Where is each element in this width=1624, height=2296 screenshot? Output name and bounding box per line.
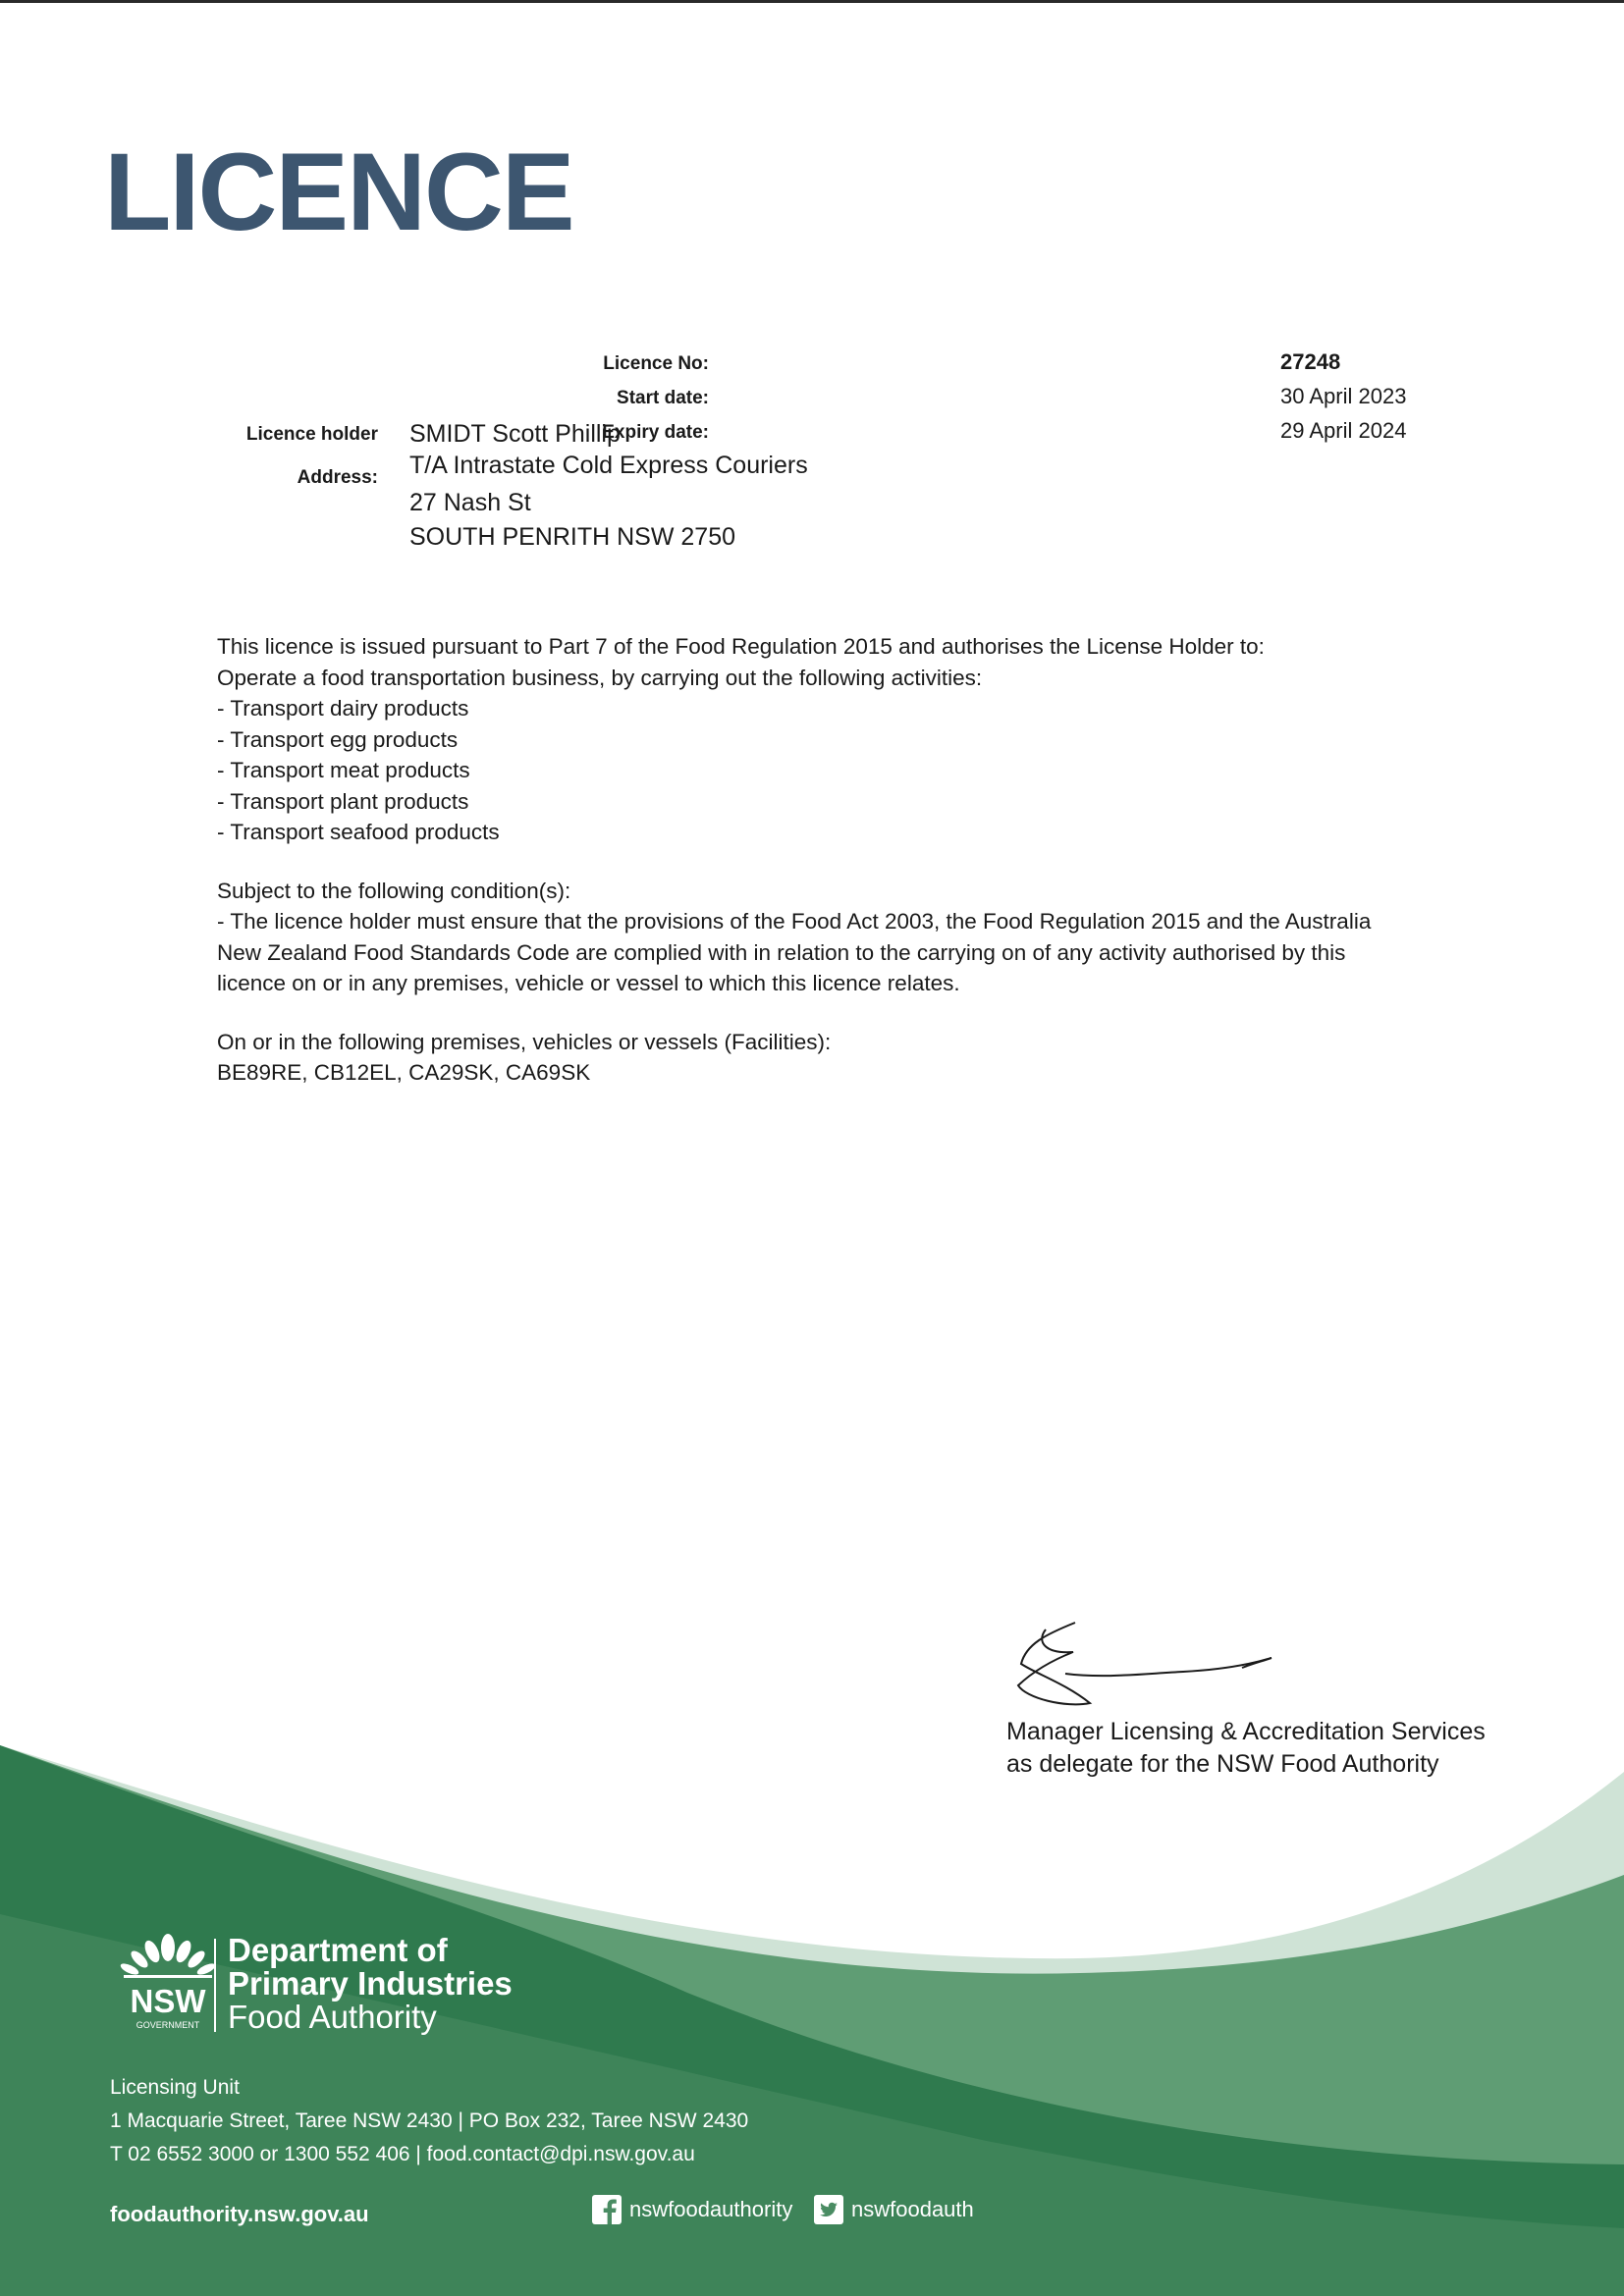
activity-item: - Transport plant products xyxy=(217,788,469,814)
dept-line: Primary Industries xyxy=(228,1965,513,2002)
licence-holder-label: Licence holder xyxy=(245,424,378,445)
activity-item: - Transport dairy products xyxy=(217,696,469,721)
start-date: 30 April 2023 xyxy=(1280,384,1407,408)
contact-block xyxy=(110,2071,748,2171)
address-label: Address: xyxy=(297,467,378,488)
condition-line: licence on or in any premises, vehicle or vessel to which this licence relates. xyxy=(217,971,960,995)
address-line: 27 Nash St xyxy=(409,489,531,516)
nsw-waratah-logo-icon xyxy=(110,1932,226,2032)
dept-line: Food Authority xyxy=(228,1999,437,2035)
licence-number-label: Licence No: xyxy=(603,353,709,374)
expiry-date: 29 April 2024 xyxy=(1280,418,1407,443)
department-name xyxy=(228,1934,513,2034)
signatory-delegate: as delegate for the NSW Food Authority xyxy=(1006,1750,1439,1778)
facebook-icon xyxy=(592,2195,622,2224)
handwritten-signature xyxy=(1006,1615,1301,1713)
logo-divider xyxy=(214,1939,216,2032)
activities-heading: Operate a food transportation business, by carrying out the following activities: xyxy=(217,665,983,690)
contact-unit: Licensing Unit xyxy=(110,2076,240,2099)
facebook-link[interactable] xyxy=(592,2195,792,2224)
nsw-logo-subtext: GOVERNMENT xyxy=(135,2020,200,2030)
licence-holder-name: SMIDT Scott Phillip xyxy=(409,420,621,448)
contact-address: 1 Macquarie Street, Taree NSW 2430 | PO Box 232, Taree NSW 2430 xyxy=(110,2109,749,2132)
condition-line: - The licence holder must ensure that the provisions of the Food Act 2003, the Food Regulation 2015 and the Australia xyxy=(217,909,1372,934)
facilities-heading: On or in the following premises, vehicles or vessels (Facilities): xyxy=(217,1029,832,1054)
top-border xyxy=(0,0,1624,3)
twitter-link[interactable] xyxy=(814,2195,974,2224)
activity-item: - Transport seafood products xyxy=(217,820,500,844)
facilities-list: BE89RE, CB12EL, CA29SK, CA69SK xyxy=(217,1060,591,1085)
website-link[interactable]: foodauthority.nsw.gov.au xyxy=(110,2202,369,2226)
address-line: SOUTH PENRITH NSW 2750 xyxy=(409,523,736,551)
activity-item: - Transport egg products xyxy=(217,726,459,752)
dept-line: Department of xyxy=(228,1932,448,1968)
start-date-label: Start date: xyxy=(617,388,709,408)
nsw-logo-text: NSW xyxy=(130,1983,206,2019)
conditions-heading: Subject to the following condition(s): xyxy=(217,878,571,903)
twitter-icon xyxy=(814,2195,843,2224)
contact-phone-email: T 02 6552 3000 or 1300 552 406 | food.contact@dpi.nsw.gov.au xyxy=(110,2143,695,2165)
document-title: LICENCE xyxy=(104,131,573,253)
twitter-handle: nswfoodauth xyxy=(851,2197,974,2221)
intro-text: This licence is issued pursuant to Part 7 of the Food Regulation 2015 and authorises the License Holder to: xyxy=(217,634,1265,659)
facebook-handle: nswfoodauthority xyxy=(629,2197,793,2221)
signatory-title: Manager Licensing & Accreditation Services xyxy=(1006,1718,1486,1745)
condition-line: New Zealand Food Standards Code are complied with in relation to the carrying on of any activity authorised by this xyxy=(217,939,1346,965)
address-line: T/A Intrastate Cold Express Couriers xyxy=(409,452,808,479)
licence-body xyxy=(217,631,1484,1089)
activity-item: - Transport meat products xyxy=(217,758,470,782)
licence-number: 27248 xyxy=(1280,349,1341,374)
expiry-date-label: Expiry date: xyxy=(602,422,709,443)
